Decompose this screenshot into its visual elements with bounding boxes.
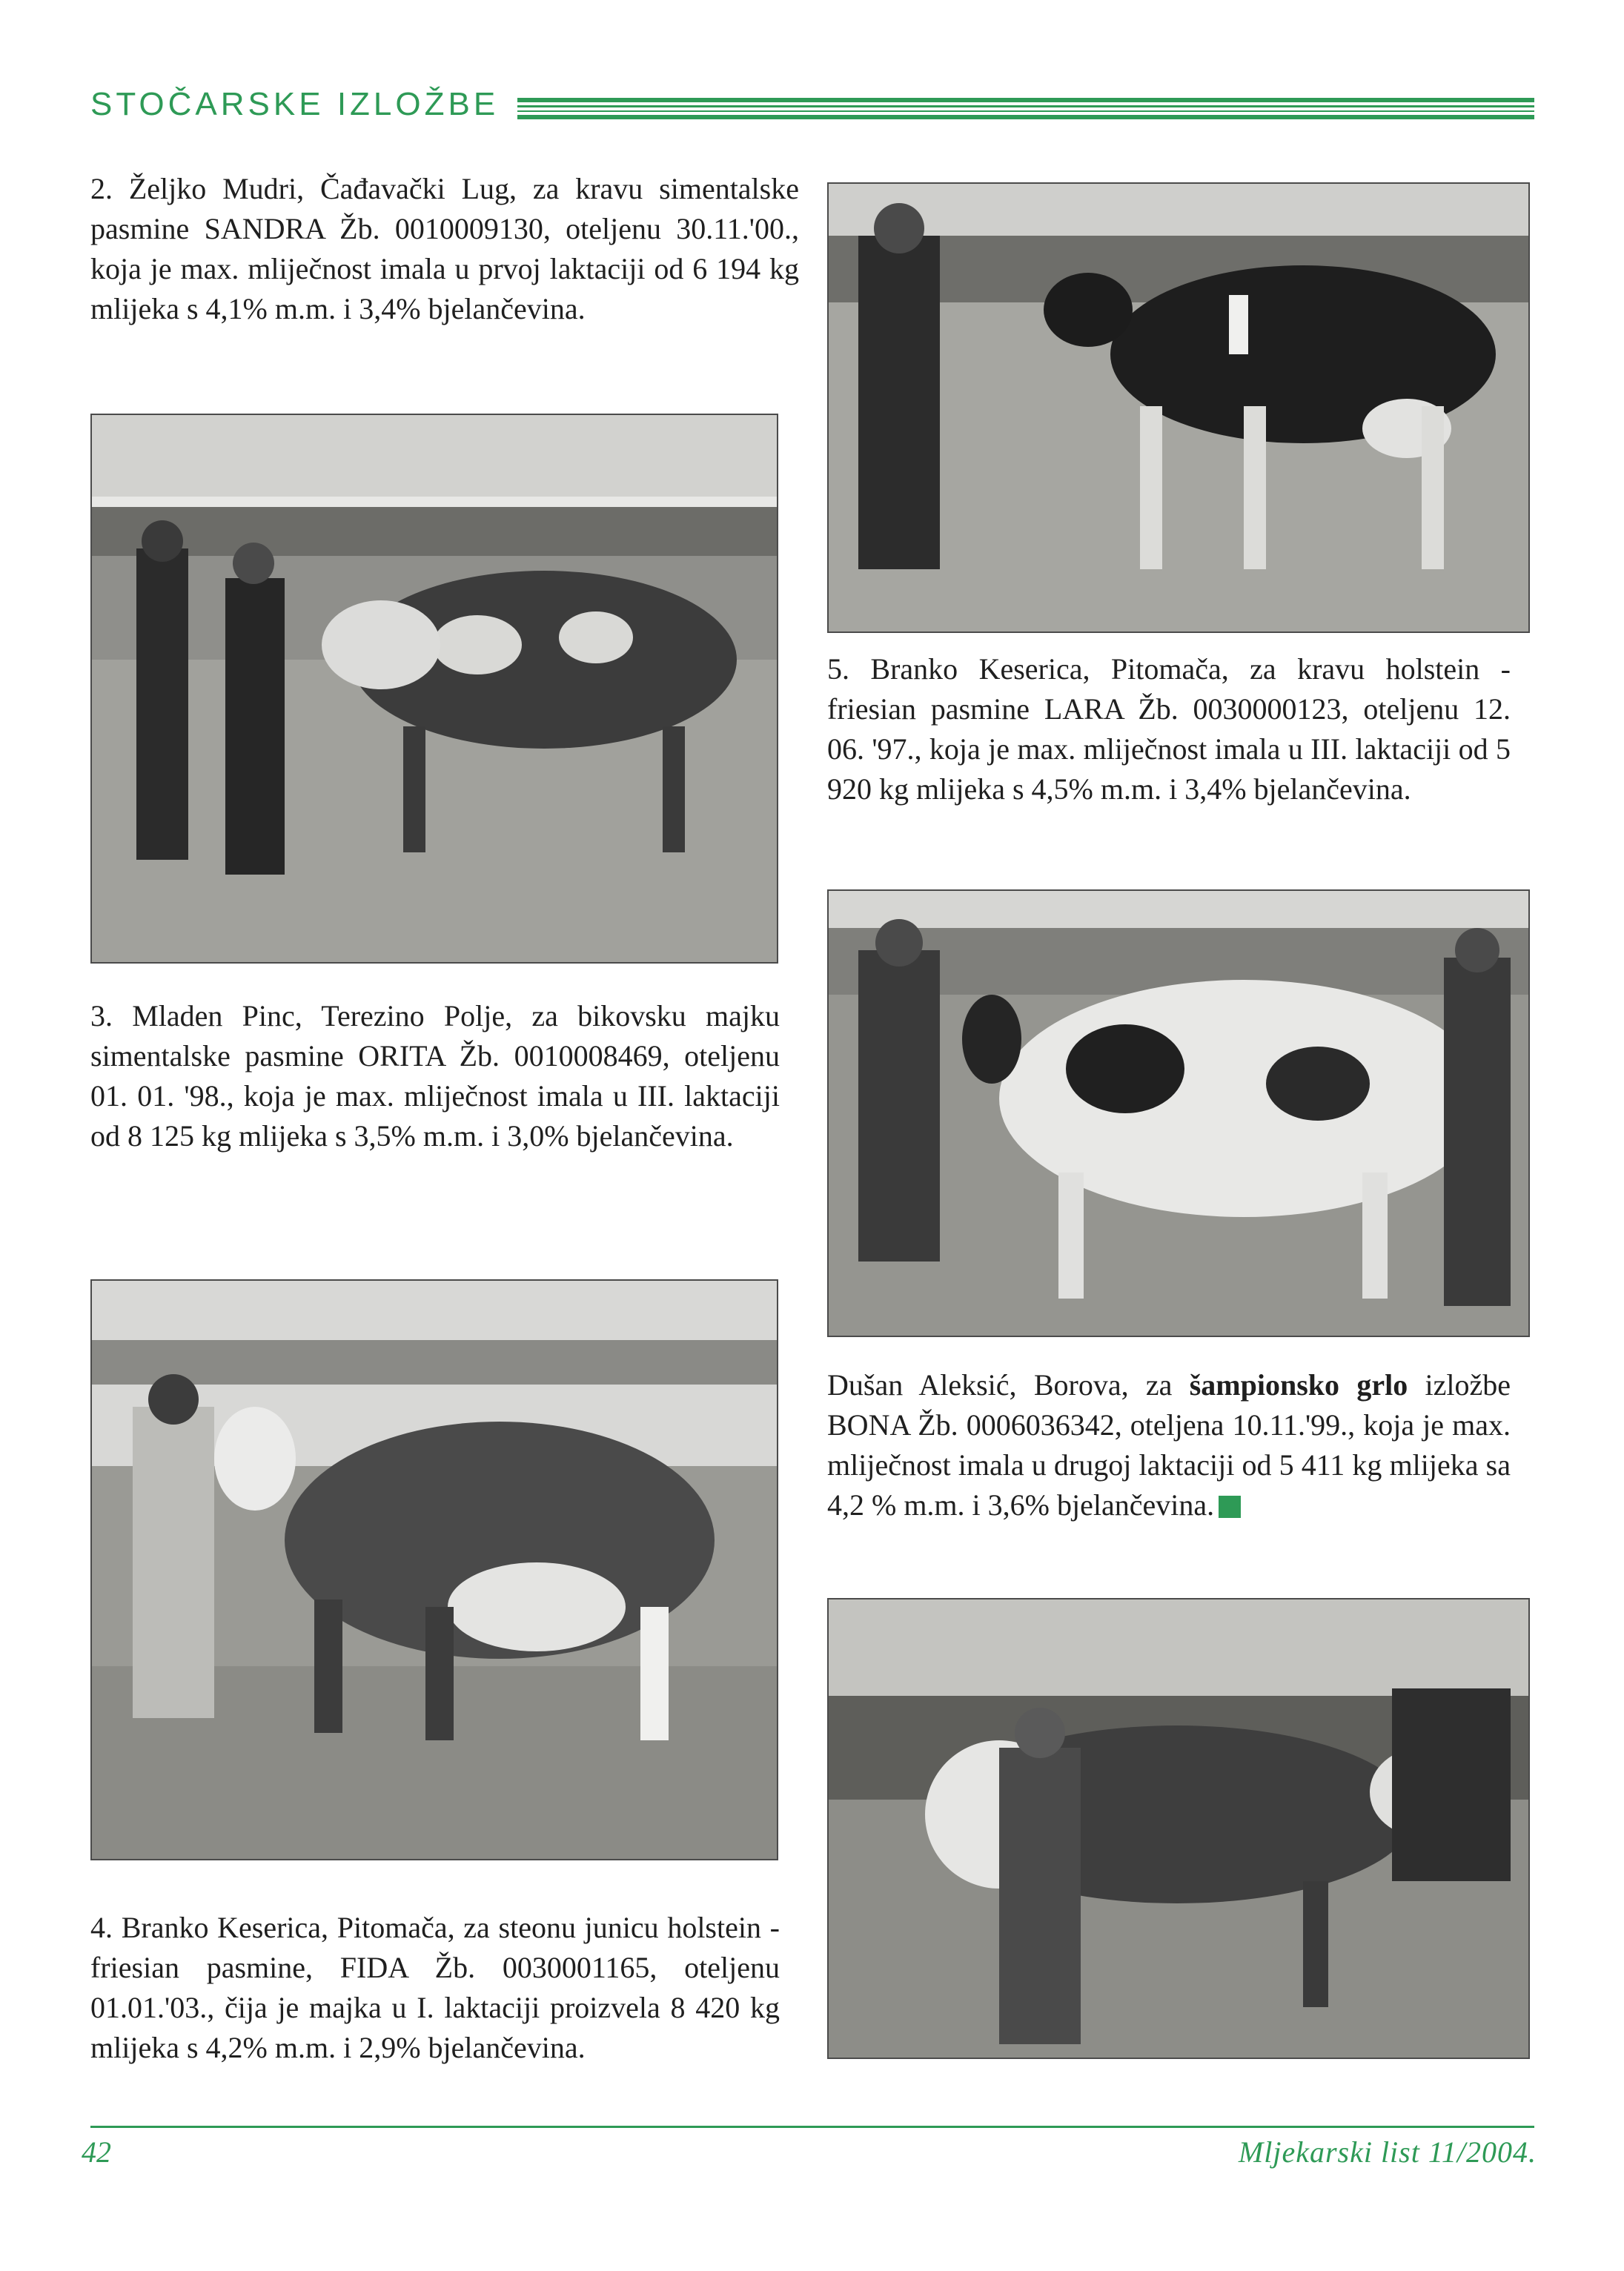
photo-simmental-cow-sandra	[90, 414, 778, 964]
caption-3: 3. Mladen Pinc, Terezino Polje, za bikovsku majku simentalske pasmine ORITA Žb. 0010008469, oteljenu 01. 01. '98., koja je max. mliječnost imala u III. laktaciji od 8 125 kg mlijeka s 3,5% m.m. i 3,0% bjelančevina.	[90, 999, 780, 1153]
caption-champion-rest: izložbe BONA Žb. 0006036342, oteljena 10.11.'99., koja je max. mliječnost imala u drugoj laktaciji od 5 411 kg mlijeka sa 4,2 % m.m. i 3,6% bjelančevina.	[827, 1368, 1511, 1522]
section-header-rule	[517, 98, 1534, 127]
journal-issue: Mljekarski list 11/2004.	[1238, 2135, 1537, 2169]
footer-rule	[90, 2126, 1534, 2128]
caption-5: 5. Branko Keserica, Pitomača, za kravu holstein - friesian pasmine LARA Žb. 0030000123, oteljenu 12. 06. '97., koja je max. mliječnost imala u III. laktaciji od 5 920 kg mlijeka s 4,5% m.m. i 3,4% bjelančevina.	[827, 652, 1511, 806]
photo-holstein-cow-lara	[827, 182, 1530, 633]
caption-4: 4. Branko Keserica, Pitomača, za steonu junicu holstein - friesian pasmine, FIDA Žb. 0030001165, oteljenu 01.01.'03., čija je majka u I. laktaciji proizvela 8 420 kg mlijeka s 4,2% m.m. i 2,9% bjelančevina.	[90, 1911, 780, 2064]
caption-champion-intro: Dušan Aleksić, Borova, za	[827, 1368, 1173, 1402]
caption-champion-highlight: šampionsko grlo	[1189, 1368, 1408, 1402]
caption-champion	[827, 1365, 1511, 1525]
end-of-article-mark	[1219, 1496, 1241, 1518]
section-header-title: STOČARSKE IZLOŽBE	[90, 86, 500, 122]
photo-simmental-cow-orita	[90, 1279, 778, 1860]
photo-champion-cow-bona	[827, 1598, 1530, 2059]
photo-holstein-heifer-fida	[827, 889, 1530, 1337]
page-number: 42	[82, 2135, 111, 2169]
caption-2: 2. Željko Mudri, Čađavački Lug, za kravu simentalske pasmine SANDRA Žb. 0010009130, oteljenu 30.11.'00., koja je max. mliječnost imala u prvoj laktaciji od 6 194 kg mlijeka s 4,1% m.m. i 3,4% bjelančevina.	[90, 172, 799, 325]
